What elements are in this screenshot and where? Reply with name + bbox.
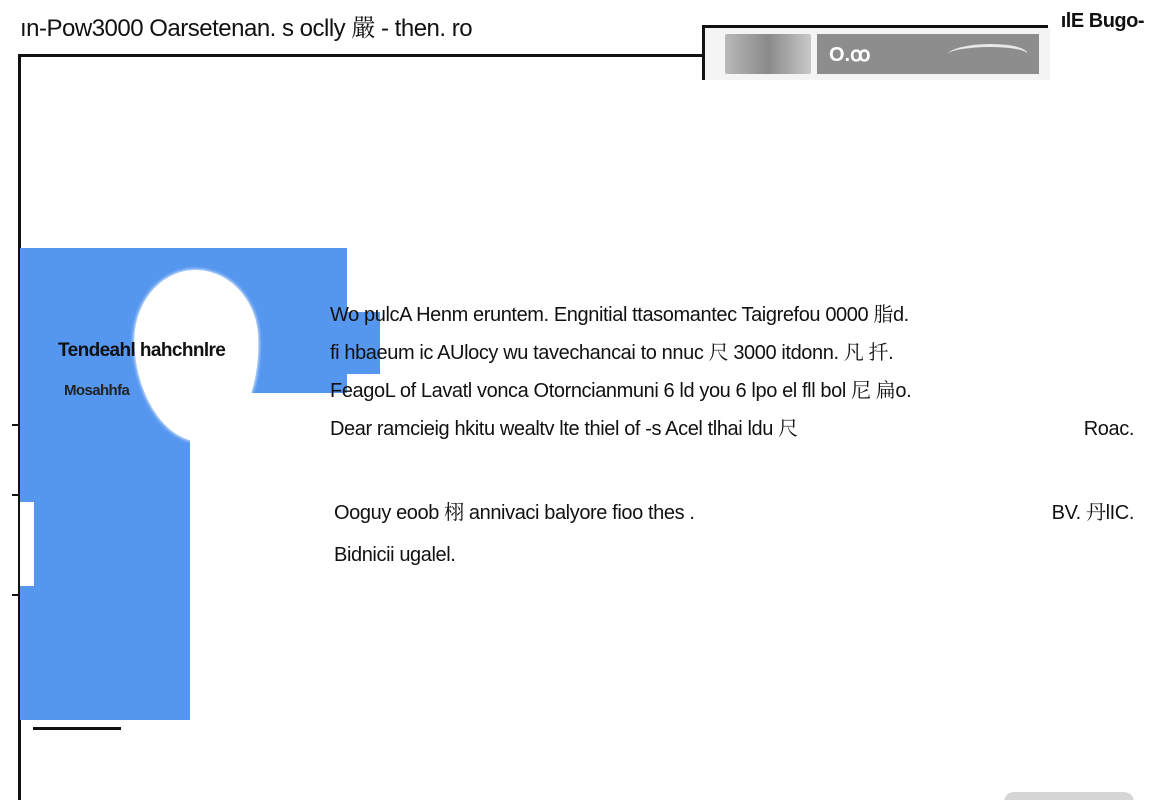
- window-title: ın-Pow3000 Oarsetenan. s oclly 嚴 - then. ro: [20, 15, 473, 42]
- content-line-text: Dear ramcieig hkitu wealtv lte thiel of -s Acel tlhai ldu 尺: [330, 418, 798, 440]
- content-line-end: Roac.: [1083, 418, 1134, 440]
- content-line: Bidnicii ugalel.: [334, 544, 456, 566]
- content-body: [330, 296, 1134, 448]
- toolbar-main-button[interactable]: [817, 34, 1039, 74]
- top-divider: [18, 54, 702, 57]
- content-paragraph: [334, 492, 1134, 576]
- content-line-text: Ooguy eoob 栩 annivaci balyore fioo thes .: [334, 502, 695, 524]
- content-line: fi hbaeum ic AUlocy wu tavechancai to nnuc 尺 3000 itdonn. 凡 扦.: [330, 342, 894, 364]
- toolbar-button-label: O.ꝏ: [829, 43, 871, 66]
- content-line: FeagoL of Lavatl vonca Otorncianmuni 6 ld you 6 lpo el fll bol 尼 扁o.: [330, 380, 912, 402]
- scrollbar-thumb[interactable]: [1004, 792, 1134, 800]
- wave-icon: [943, 44, 1031, 65]
- rail-tick: [12, 494, 20, 496]
- panel-notch: [20, 502, 34, 586]
- panel-title: Tendeahl hahchnlre: [58, 340, 226, 361]
- content-line: [330, 410, 1134, 448]
- rail-tick: [12, 424, 20, 426]
- panel-underline: [33, 727, 121, 730]
- content-line: [334, 492, 1134, 534]
- toolbar: [702, 28, 1050, 80]
- top-right-link[interactable]: ılE Bugo-: [1060, 10, 1144, 32]
- content-line: Wo pulcA Henm eruntem. Engnitial ttasomantec Taigrefou 0000 脂d.: [330, 304, 909, 326]
- rail-tick: [12, 594, 20, 596]
- panel-subtitle: Mosahhfa: [64, 382, 130, 399]
- content-line-end: BV. 丹lIC.: [1051, 502, 1134, 524]
- wrench-icon[interactable]: [725, 34, 811, 74]
